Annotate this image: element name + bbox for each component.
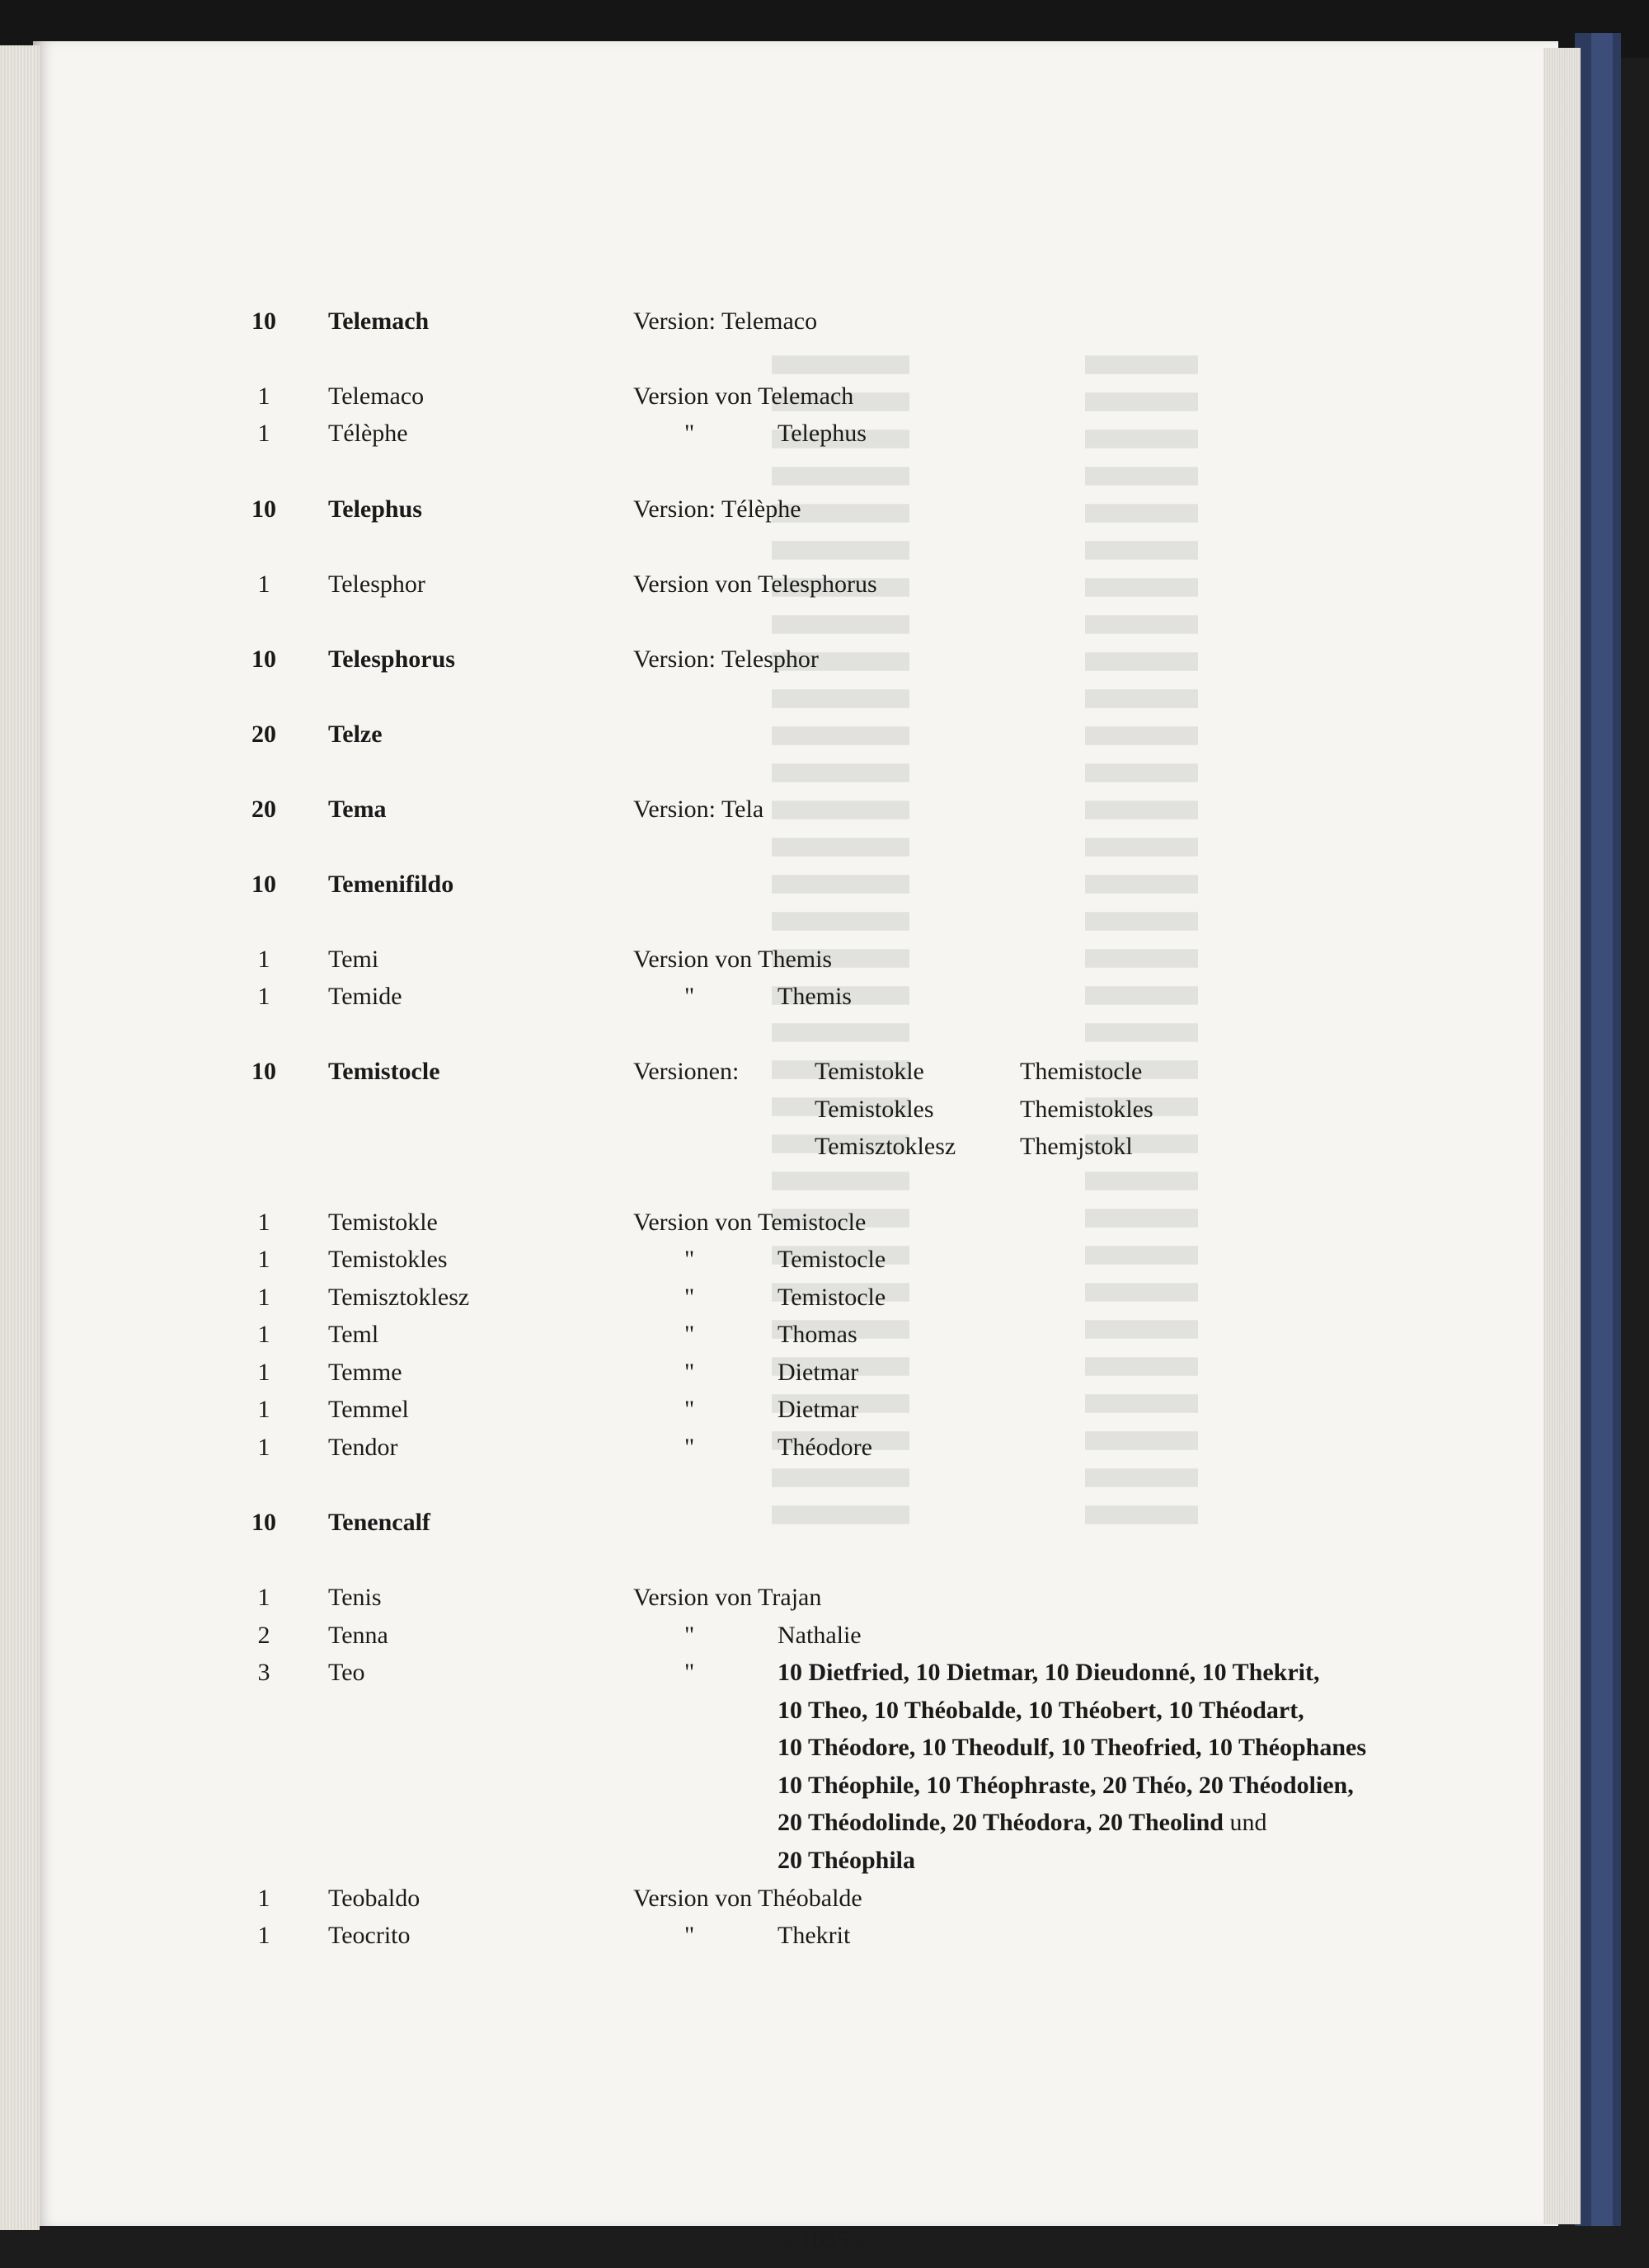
teo-version-names: 10 Théodore, 10 Theodulf, 10 Theofried, 10 Théophanes [778,1734,1367,1762]
entry-version: Version: Télèphe [633,495,801,523]
entry-name: Tema [328,796,387,823]
entry-weight: 1 [257,1885,270,1912]
entry-version: Version von Temistocle [633,1209,867,1236]
entry-name: Telze [328,721,383,748]
entry-reference: Themis [778,983,852,1010]
ditto-mark: " [684,1434,695,1461]
ditto-mark: " [684,1321,695,1348]
ditto-mark: " [684,1922,695,1949]
entry-name: Temistokles [328,1246,448,1273]
teo-version-line [778,1771,1354,1801]
index-entry [0,1433,1649,1466]
index-entry [0,307,1649,340]
entry-reference: Telephus [778,420,867,447]
entry-weight: 1 [257,1246,270,1273]
entry-reference: Théodore [778,1434,872,1461]
entry-version: Version: Tela [633,796,764,823]
ditto-mark: " [684,1659,695,1686]
index-entry [0,1621,1649,1654]
entry-weight: 1 [257,1359,270,1386]
entry-version: Version: Telemaco [633,308,818,335]
entry-weight: 10 [251,871,276,898]
entry-name: Telemaco [328,383,425,410]
entry-version: Version von Trajan [633,1584,822,1611]
entry-name: Temme [328,1359,402,1386]
temistocle-version-item: Temistokle [815,1058,924,1085]
ditto-mark: " [684,1622,695,1649]
index-entry [0,645,1649,678]
entry-weight: 1 [257,983,270,1010]
index-entry [0,1508,1649,1541]
index-entry [0,1395,1649,1428]
entry-reference: Thekrit [778,1922,851,1949]
entry-name: Telephus [328,495,422,523]
index-entry [0,945,1649,978]
entry-reference: Nathalie [778,1622,862,1649]
entry-weight: 1 [257,383,270,410]
entry-name: Temistokle [328,1209,438,1236]
index-entry [0,720,1649,753]
index-entry [0,870,1649,903]
temistocle-version-item: Temisztoklesz [815,1133,956,1160]
entry-name: Temi [328,946,379,973]
index-entry [0,382,1649,415]
entry-version: Version von Telesphorus [633,571,877,598]
entry-weight: 1 [257,571,270,598]
entry-weight: 1 [257,946,270,973]
ditto-mark: " [684,420,695,447]
temistocle-version-item: Themjstokl [1020,1133,1133,1160]
entry-reference: Dietmar [778,1359,859,1386]
index-entry [0,1921,1649,1954]
entry-weight: 3 [257,1659,270,1686]
entry-name: Temenifildo [328,871,454,898]
teo-version-names: 20 Théodolinde, 20 Théodora, 20 Theolind [778,1809,1224,1837]
entry-name: Temmel [328,1396,409,1423]
entry-reference: Dietmar [778,1396,859,1423]
ditto-mark: " [684,1284,695,1311]
entry-reference: Thomas [778,1321,857,1348]
teo-version-names: 10 Theo, 10 Théobalde, 10 Théobert, 10 Théodart, [778,1696,1304,1724]
entry-name: Tendor [328,1434,398,1461]
teo-version-line [778,1658,1319,1688]
entry-weight: 1 [257,1434,270,1461]
index-entry [0,795,1649,828]
entry-name: Telesphor [328,571,425,598]
entry-weight: 10 [251,1058,276,1085]
index-entry [0,495,1649,528]
index-entry [0,982,1649,1015]
entry-version: Version von Telemach [633,383,854,410]
ditto-mark: " [684,1359,695,1386]
entry-name: Temistocle [328,1058,440,1085]
entry-version: Version: Telesphor [633,646,819,673]
index-entry [0,419,1649,452]
teo-version-line [778,1733,1366,1763]
temistocle-version-item: Temistokles [815,1096,934,1123]
entry-name: Teo [328,1659,365,1686]
teo-version-names: 20 Théophila [778,1847,916,1874]
teo-version-names: 10 Théophile, 10 Théophraste, 20 Théo, 20 Théodolien, [778,1771,1354,1799]
entry-name: Temide [328,983,402,1010]
index-entry [0,570,1649,603]
entry-version: Version von Themis [633,946,833,973]
entry-name: Tenencalf [328,1509,430,1536]
entry-weight: 1 [257,1321,270,1348]
entry-name: Télèphe [328,420,408,447]
entry-weight: 1 [257,420,270,447]
entry-name: Tenna [328,1622,388,1649]
entry-weight: 10 [251,308,276,335]
entry-weight: 2 [257,1622,270,1649]
ditto-mark: " [684,1396,695,1423]
teo-version-names: 10 Dietfried, 10 Dietmar, 10 Dieudonné, 10 Thekrit, [778,1659,1320,1686]
entry-name: Tenis [328,1584,382,1611]
entry-name: Teobaldo [328,1885,420,1912]
entry-weight: 1 [257,1922,270,1949]
teo-version-line [778,1808,1266,1838]
entry-weight: 10 [251,495,276,523]
index-entry [0,1283,1649,1316]
page-number: - 1035 - [785,2226,864,2253]
entry-weight: 1 [257,1284,270,1311]
index-entry [0,1583,1649,1616]
teo-version-line [778,1846,915,1876]
index-entry [0,1320,1649,1353]
index-entry [0,1358,1649,1391]
entry-version: Versionen: [633,1058,740,1085]
entry-weight: 10 [251,646,276,673]
teo-version-conjunction: und [1223,1809,1267,1837]
entry-reference: Temistocle [778,1284,886,1311]
entry-name: Teml [328,1321,379,1348]
entry-weight: 20 [251,721,276,748]
entry-version: Version von Théobalde [633,1885,862,1912]
entry-name: Telemach [328,308,430,335]
entry-name: Telesphorus [328,646,455,673]
entry-name: Temisztoklesz [328,1284,470,1311]
entry-weight: 1 [257,1584,270,1611]
teo-version-line [778,1696,1304,1726]
index-entry [0,1208,1649,1241]
entry-weight: 10 [251,1509,276,1536]
index-entry [0,1245,1649,1278]
entry-weight: 20 [251,796,276,823]
entry-weight: 1 [257,1209,270,1236]
temistocle-version-item: Themistokles [1020,1096,1153,1123]
entry-reference: Temistocle [778,1246,886,1273]
temistocle-version-item: Themistocle [1020,1058,1143,1085]
entry-name: Teocrito [328,1922,411,1949]
entry-weight: 1 [257,1396,270,1423]
ditto-mark: " [684,1246,695,1273]
ditto-mark: " [684,983,695,1010]
index-entry [0,1884,1649,1917]
